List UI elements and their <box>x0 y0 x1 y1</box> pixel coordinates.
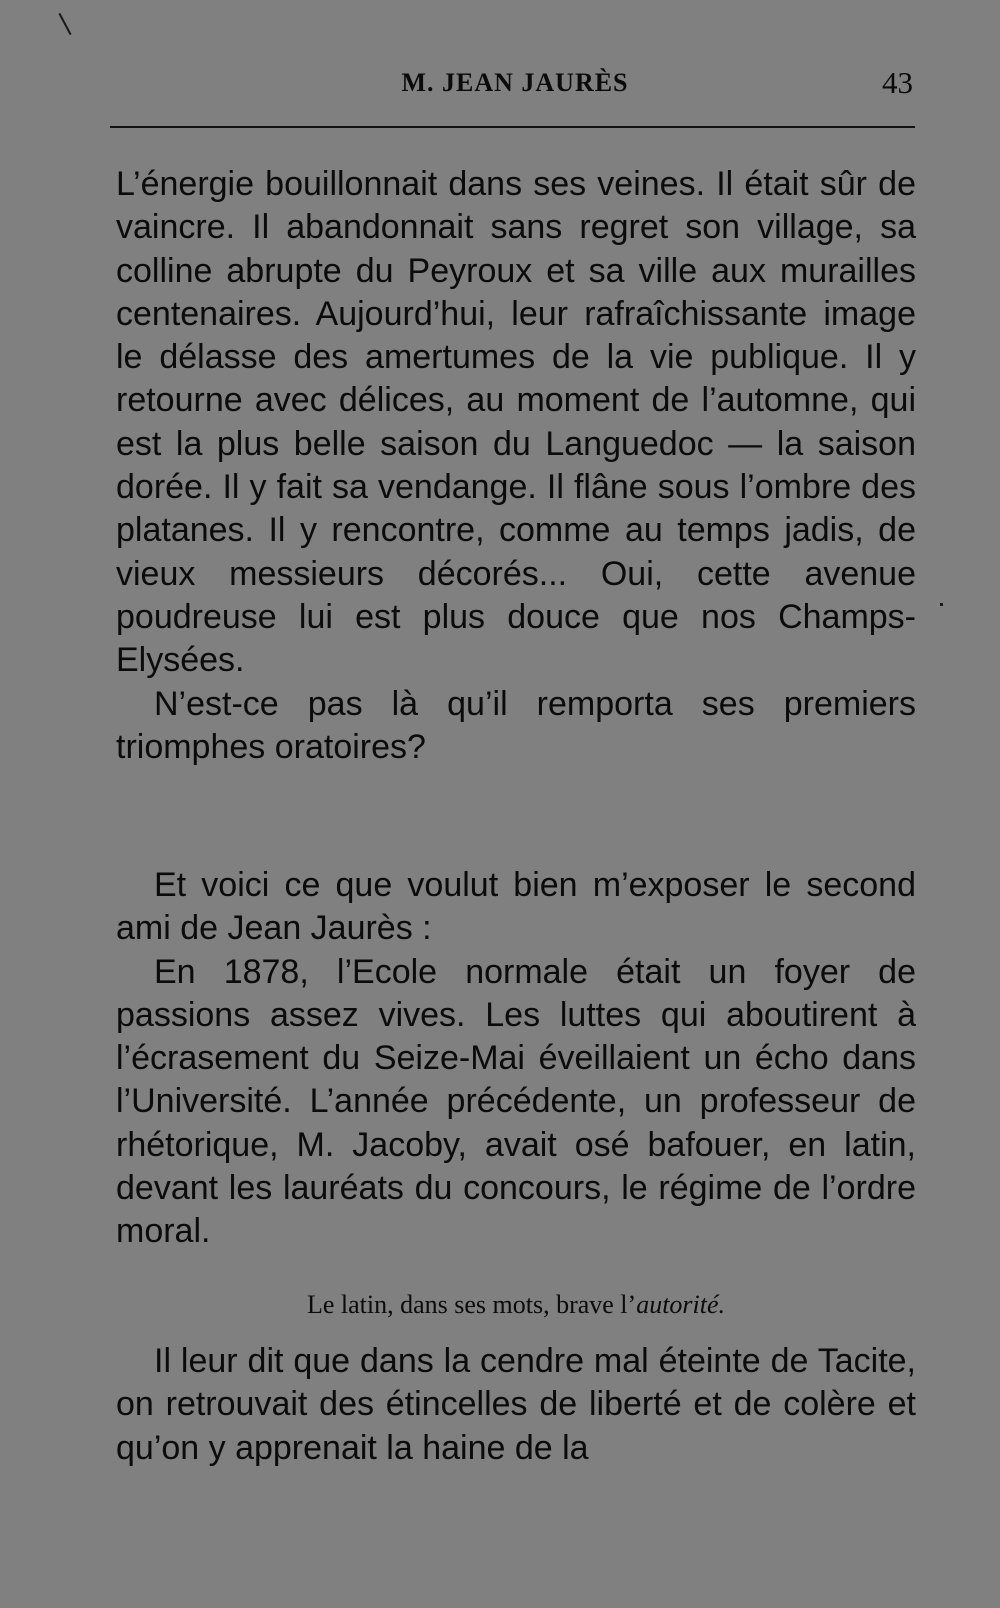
scan-stray-mark <box>940 603 943 606</box>
paragraph: En 1878, l’Ecole normale était un foyer de passions assez vives. Les luttes qui aboutirent à l’écrasement du Seize-Mai éveillaient un écho dans l’Université. L’année précédente, un professeur de rhétorique, M. Jacoby, avait osé bafouer, en latin, devant les lauréats du concours, le régime de l’ordre moral. <box>116 952 916 1251</box>
verse-text: Le latin, dans ses mots, brave l’ <box>306 1290 637 1319</box>
scan-stray-mark <box>58 13 71 35</box>
text-block-top <box>116 163 916 769</box>
verse-quotation <box>116 1288 916 1322</box>
text-block-bottom <box>116 1340 916 1470</box>
page-number: 43 <box>882 65 913 100</box>
running-title: M. JEAN JAURÈS <box>401 68 629 97</box>
text-block-middle <box>116 864 916 1254</box>
paragraph: L’énergie bouillonnait dans ses veines. Il était sûr de vaincre. Il abandonnait sans regret son village, sa colline abrupte du Peyroux et sa ville aux murailles centenaires. Aujourd’hui, leur rafraîchissante image le délasse des amertumes de la vie publique. Il y retourne avec délices, au moment de l’automne, qui est la plus belle saison du Languedoc — la saison dorée. Il y fait sa vendange. Il flâne sous l’ombre des platanes. Il y rencontre, comme au temps jadis, de vieux messieurs décorés... Oui, cette avenue poudreuse lui est plus douce que nos Champs-Elysées. <box>116 165 916 680</box>
paragraph: Et voici ce que voulut bien m’exposer le second ami de Jean Jaurès : <box>116 866 916 948</box>
page-header <box>117 62 913 104</box>
paragraph: N’est-ce pas là qu’il remporta ses premiers triomphes oratoires? <box>116 684 916 766</box>
paragraph: Il leur dit que dans la cendre mal éteinte de Tacite, on retrouvait des étincelles de liberté et de colère et qu’on y apprenait la haine de la <box>116 1342 916 1467</box>
verse-italic: autorité. <box>636 1290 726 1319</box>
header-rule <box>110 126 915 128</box>
